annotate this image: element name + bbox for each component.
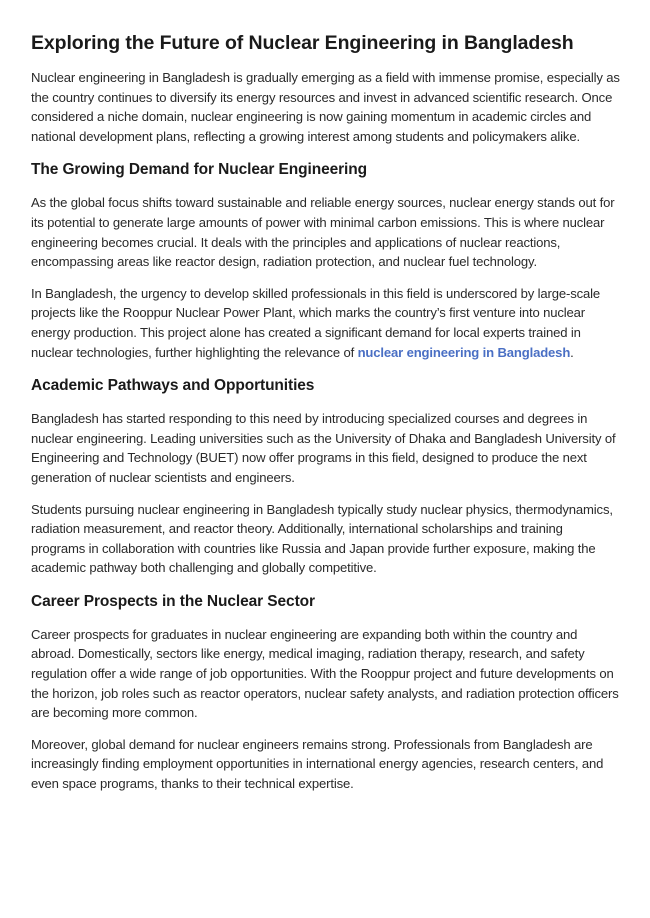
intro-paragraph: Nuclear engineering in Bangladesh is gradually emerging as a field with immense promise, especially as the country continues to diversify its energy resources and invest in advanced scientific research. Once considered a niche domain, nuclear engineering is now gaining momentum in academic circles and national development plans, reflecting a growing interest among students and policymakers alike. xyxy=(31,70,620,144)
article-title: Exploring the Future of Nuclear Engineering in Bangladesh xyxy=(31,32,574,54)
demand-paragraph-2-end: . xyxy=(570,344,574,360)
section-heading-demand: The Growing Demand for Nuclear Engineering xyxy=(31,161,367,179)
demand-paragraph-2-text: In Bangladesh, the urgency to develop skilled professionals in this field is underscored by large-scale projects like the Rooppur Nuclear Power Plant, which marks the country’s first venture into nuclear energy production. This project alone has created a significant demand for local experts trained in nuclear technologies, further highlighting the relevance of xyxy=(31,285,601,360)
academic-paragraph-1: Bangladesh has started responding to this need by introducing specialized courses and degrees in nuclear engineering. Leading universities such as the University of Dhaka and Bangladesh University of Engineering and Technology (BUET) now offer programs in this field, designed to produce the next generation of nuclear scientists and engineers. xyxy=(31,411,616,485)
academic-paragraph-2: Students pursuing nuclear engineering in Bangladesh typically study nuclear physics, thermodynamics, radiation measurement, and reactor theory. Additionally, international scholarships and training programs in collaboration with countries like Russia and Japan provide further exposure, making the academic pathway both challenging and globally competitive. xyxy=(31,501,613,576)
career-paragraph-2: Moreover, global demand for nuclear engineers remains strong. Professionals from Bangladesh are increasingly finding employment opportunities in international energy agencies, research centers, and even space programs, thanks to their technical expertise. xyxy=(31,736,604,792)
demand-paragraph-1: As the global focus shifts toward sustainable and reliable energy sources, nuclear energy stands out for its potential to generate large amounts of power with minimal carbon emissions. This is where nuclear engineering becomes crucial. It deals with the principles and applications of nuclear reactions, encompassing areas like reactor design, radiation protection, and nuclear fuel technology. xyxy=(31,195,615,270)
section-heading-career: Career Prospects in the Nuclear Sector xyxy=(31,592,315,610)
career-paragraph-1: Career prospects for graduates in nuclear engineering are expanding both within the country and abroad. Domestically, sectors like energy, medical imaging, radiation therapy, research, and safety regulation offer a wide range of job opportunities. With the Rooppur project and future developments on the horizon, job roles such as reactor operators, nuclear safety analysts, and radiation protection officers are becoming more common. xyxy=(31,626,619,721)
section-heading-academic: Academic Pathways and Opportunities xyxy=(31,377,315,395)
demand-paragraph-2 xyxy=(31,284,620,362)
nuclear-engineering-link[interactable]: nuclear engineering in Bangladesh xyxy=(357,344,571,360)
